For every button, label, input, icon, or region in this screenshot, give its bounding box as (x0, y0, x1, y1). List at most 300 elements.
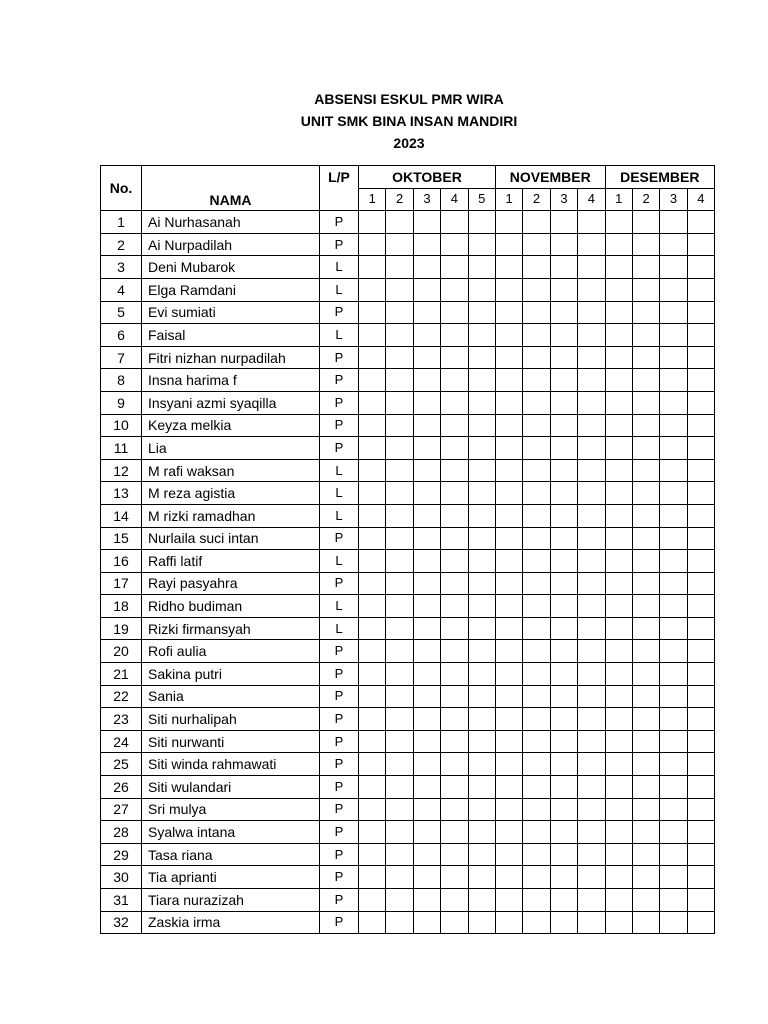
attendance-cell[interactable] (359, 753, 386, 776)
attendance-cell[interactable] (687, 369, 714, 392)
attendance-cell[interactable] (441, 843, 468, 866)
attendance-cell[interactable] (632, 640, 659, 663)
attendance-cell[interactable] (441, 595, 468, 618)
attendance-cell[interactable] (495, 414, 522, 437)
attendance-cell[interactable] (578, 708, 605, 731)
attendance-cell[interactable] (495, 211, 522, 234)
attendance-cell[interactable] (550, 753, 577, 776)
attendance-cell[interactable] (386, 730, 413, 753)
attendance-cell[interactable] (687, 776, 714, 799)
attendance-cell[interactable] (687, 821, 714, 844)
attendance-cell[interactable] (632, 233, 659, 256)
attendance-cell[interactable] (578, 391, 605, 414)
attendance-cell[interactable] (413, 301, 440, 324)
attendance-cell[interactable] (605, 346, 632, 369)
attendance-cell[interactable] (660, 278, 687, 301)
attendance-cell[interactable] (523, 685, 550, 708)
attendance-cell[interactable] (605, 595, 632, 618)
attendance-cell[interactable] (523, 324, 550, 347)
attendance-cell[interactable] (359, 663, 386, 686)
attendance-cell[interactable] (523, 640, 550, 663)
attendance-cell[interactable] (359, 482, 386, 505)
attendance-cell[interactable] (441, 414, 468, 437)
attendance-cell[interactable] (687, 708, 714, 731)
attendance-cell[interactable] (523, 550, 550, 573)
attendance-cell[interactable] (386, 391, 413, 414)
attendance-cell[interactable] (687, 278, 714, 301)
attendance-cell[interactable] (605, 640, 632, 663)
attendance-cell[interactable] (386, 233, 413, 256)
attendance-cell[interactable] (605, 866, 632, 889)
attendance-cell[interactable] (413, 437, 440, 460)
attendance-cell[interactable] (359, 256, 386, 279)
attendance-cell[interactable] (386, 550, 413, 573)
attendance-cell[interactable] (605, 843, 632, 866)
attendance-cell[interactable] (386, 866, 413, 889)
attendance-cell[interactable] (660, 730, 687, 753)
attendance-cell[interactable] (413, 889, 440, 912)
attendance-cell[interactable] (386, 889, 413, 912)
attendance-cell[interactable] (441, 911, 468, 934)
attendance-cell[interactable] (495, 843, 522, 866)
attendance-cell[interactable] (578, 527, 605, 550)
attendance-cell[interactable] (523, 301, 550, 324)
attendance-cell[interactable] (578, 821, 605, 844)
attendance-cell[interactable] (495, 527, 522, 550)
attendance-cell[interactable] (386, 595, 413, 618)
attendance-cell[interactable] (605, 663, 632, 686)
attendance-cell[interactable] (550, 617, 577, 640)
attendance-cell[interactable] (605, 527, 632, 550)
attendance-cell[interactable] (386, 640, 413, 663)
attendance-cell[interactable] (468, 640, 495, 663)
attendance-cell[interactable] (468, 527, 495, 550)
attendance-cell[interactable] (632, 301, 659, 324)
attendance-cell[interactable] (441, 437, 468, 460)
attendance-cell[interactable] (386, 211, 413, 234)
attendance-cell[interactable] (687, 685, 714, 708)
attendance-cell[interactable] (495, 346, 522, 369)
attendance-cell[interactable] (441, 211, 468, 234)
attendance-cell[interactable] (632, 685, 659, 708)
attendance-cell[interactable] (605, 911, 632, 934)
attendance-cell[interactable] (441, 640, 468, 663)
attendance-cell[interactable] (523, 730, 550, 753)
attendance-cell[interactable] (578, 572, 605, 595)
attendance-cell[interactable] (550, 391, 577, 414)
attendance-cell[interactable] (386, 301, 413, 324)
attendance-cell[interactable] (359, 595, 386, 618)
attendance-cell[interactable] (632, 889, 659, 912)
attendance-cell[interactable] (687, 482, 714, 505)
attendance-cell[interactable] (359, 843, 386, 866)
attendance-cell[interactable] (632, 821, 659, 844)
attendance-cell[interactable] (359, 776, 386, 799)
attendance-cell[interactable] (578, 911, 605, 934)
attendance-cell[interactable] (632, 256, 659, 279)
attendance-cell[interactable] (605, 278, 632, 301)
attendance-cell[interactable] (495, 459, 522, 482)
attendance-cell[interactable] (660, 459, 687, 482)
attendance-cell[interactable] (441, 889, 468, 912)
attendance-cell[interactable] (660, 301, 687, 324)
attendance-cell[interactable] (687, 346, 714, 369)
attendance-cell[interactable] (468, 256, 495, 279)
attendance-cell[interactable] (495, 504, 522, 527)
attendance-cell[interactable] (578, 595, 605, 618)
attendance-cell[interactable] (550, 301, 577, 324)
attendance-cell[interactable] (550, 776, 577, 799)
attendance-cell[interactable] (386, 256, 413, 279)
attendance-cell[interactable] (468, 821, 495, 844)
attendance-cell[interactable] (578, 889, 605, 912)
attendance-cell[interactable] (441, 708, 468, 731)
attendance-cell[interactable] (441, 866, 468, 889)
attendance-cell[interactable] (359, 798, 386, 821)
attendance-cell[interactable] (386, 663, 413, 686)
attendance-cell[interactable] (359, 414, 386, 437)
attendance-cell[interactable] (468, 437, 495, 460)
attendance-cell[interactable] (578, 504, 605, 527)
attendance-cell[interactable] (495, 595, 522, 618)
attendance-cell[interactable] (468, 866, 495, 889)
attendance-cell[interactable] (687, 595, 714, 618)
attendance-cell[interactable] (660, 889, 687, 912)
attendance-cell[interactable] (660, 550, 687, 573)
attendance-cell[interactable] (468, 730, 495, 753)
attendance-cell[interactable] (468, 889, 495, 912)
attendance-cell[interactable] (687, 640, 714, 663)
attendance-cell[interactable] (578, 346, 605, 369)
attendance-cell[interactable] (441, 730, 468, 753)
attendance-cell[interactable] (605, 414, 632, 437)
attendance-cell[interactable] (359, 821, 386, 844)
attendance-cell[interactable] (660, 324, 687, 347)
attendance-cell[interactable] (359, 572, 386, 595)
attendance-cell[interactable] (386, 459, 413, 482)
attendance-cell[interactable] (632, 211, 659, 234)
attendance-cell[interactable] (413, 550, 440, 573)
attendance-cell[interactable] (495, 753, 522, 776)
attendance-cell[interactable] (359, 233, 386, 256)
attendance-cell[interactable] (468, 753, 495, 776)
attendance-cell[interactable] (660, 256, 687, 279)
attendance-cell[interactable] (660, 617, 687, 640)
attendance-cell[interactable] (660, 866, 687, 889)
attendance-cell[interactable] (495, 391, 522, 414)
attendance-cell[interactable] (386, 617, 413, 640)
attendance-cell[interactable] (523, 256, 550, 279)
attendance-cell[interactable] (550, 550, 577, 573)
attendance-cell[interactable] (550, 685, 577, 708)
attendance-cell[interactable] (632, 753, 659, 776)
attendance-cell[interactable] (441, 504, 468, 527)
attendance-cell[interactable] (632, 504, 659, 527)
attendance-cell[interactable] (605, 437, 632, 460)
attendance-cell[interactable] (468, 843, 495, 866)
attendance-cell[interactable] (495, 708, 522, 731)
attendance-cell[interactable] (550, 278, 577, 301)
attendance-cell[interactable] (687, 324, 714, 347)
attendance-cell[interactable] (550, 595, 577, 618)
attendance-cell[interactable] (495, 663, 522, 686)
attendance-cell[interactable] (578, 437, 605, 460)
attendance-cell[interactable] (578, 730, 605, 753)
attendance-cell[interactable] (495, 889, 522, 912)
attendance-cell[interactable] (687, 437, 714, 460)
attendance-cell[interactable] (687, 663, 714, 686)
attendance-cell[interactable] (660, 663, 687, 686)
attendance-cell[interactable] (605, 753, 632, 776)
attendance-cell[interactable] (468, 617, 495, 640)
attendance-cell[interactable] (468, 211, 495, 234)
attendance-cell[interactable] (550, 843, 577, 866)
attendance-cell[interactable] (523, 866, 550, 889)
attendance-cell[interactable] (632, 798, 659, 821)
attendance-cell[interactable] (523, 617, 550, 640)
attendance-cell[interactable] (441, 346, 468, 369)
attendance-cell[interactable] (413, 346, 440, 369)
attendance-cell[interactable] (413, 640, 440, 663)
attendance-cell[interactable] (441, 459, 468, 482)
attendance-cell[interactable] (386, 708, 413, 731)
attendance-cell[interactable] (605, 550, 632, 573)
attendance-cell[interactable] (441, 278, 468, 301)
attendance-cell[interactable] (413, 663, 440, 686)
attendance-cell[interactable] (441, 572, 468, 595)
attendance-cell[interactable] (687, 256, 714, 279)
attendance-cell[interactable] (687, 866, 714, 889)
attendance-cell[interactable] (441, 798, 468, 821)
attendance-cell[interactable] (413, 685, 440, 708)
attendance-cell[interactable] (687, 730, 714, 753)
attendance-cell[interactable] (386, 685, 413, 708)
attendance-cell[interactable] (495, 866, 522, 889)
attendance-cell[interactable] (660, 211, 687, 234)
attendance-cell[interactable] (687, 550, 714, 573)
attendance-cell[interactable] (413, 391, 440, 414)
attendance-cell[interactable] (578, 685, 605, 708)
attendance-cell[interactable] (632, 663, 659, 686)
attendance-cell[interactable] (495, 233, 522, 256)
attendance-cell[interactable] (605, 798, 632, 821)
attendance-cell[interactable] (550, 504, 577, 527)
attendance-cell[interactable] (359, 911, 386, 934)
attendance-cell[interactable] (660, 346, 687, 369)
attendance-cell[interactable] (578, 663, 605, 686)
attendance-cell[interactable] (468, 233, 495, 256)
attendance-cell[interactable] (605, 391, 632, 414)
attendance-cell[interactable] (523, 911, 550, 934)
attendance-cell[interactable] (632, 391, 659, 414)
attendance-cell[interactable] (550, 437, 577, 460)
attendance-cell[interactable] (687, 527, 714, 550)
attendance-cell[interactable] (660, 595, 687, 618)
attendance-cell[interactable] (660, 527, 687, 550)
attendance-cell[interactable] (578, 482, 605, 505)
attendance-cell[interactable] (578, 617, 605, 640)
attendance-cell[interactable] (523, 233, 550, 256)
attendance-cell[interactable] (523, 391, 550, 414)
attendance-cell[interactable] (359, 437, 386, 460)
attendance-cell[interactable] (605, 708, 632, 731)
attendance-cell[interactable] (468, 369, 495, 392)
attendance-cell[interactable] (413, 595, 440, 618)
attendance-cell[interactable] (578, 414, 605, 437)
attendance-cell[interactable] (632, 459, 659, 482)
attendance-cell[interactable] (550, 324, 577, 347)
attendance-cell[interactable] (578, 278, 605, 301)
attendance-cell[interactable] (413, 821, 440, 844)
attendance-cell[interactable] (523, 211, 550, 234)
attendance-cell[interactable] (632, 482, 659, 505)
attendance-cell[interactable] (386, 482, 413, 505)
attendance-cell[interactable] (660, 911, 687, 934)
attendance-cell[interactable] (578, 369, 605, 392)
attendance-cell[interactable] (495, 640, 522, 663)
attendance-cell[interactable] (605, 482, 632, 505)
attendance-cell[interactable] (632, 572, 659, 595)
attendance-cell[interactable] (413, 753, 440, 776)
attendance-cell[interactable] (359, 550, 386, 573)
attendance-cell[interactable] (441, 617, 468, 640)
attendance-cell[interactable] (359, 301, 386, 324)
attendance-cell[interactable] (359, 459, 386, 482)
attendance-cell[interactable] (687, 504, 714, 527)
attendance-cell[interactable] (605, 324, 632, 347)
attendance-cell[interactable] (687, 911, 714, 934)
attendance-cell[interactable] (386, 437, 413, 460)
attendance-cell[interactable] (550, 527, 577, 550)
attendance-cell[interactable] (523, 346, 550, 369)
attendance-cell[interactable] (687, 843, 714, 866)
attendance-cell[interactable] (468, 663, 495, 686)
attendance-cell[interactable] (687, 414, 714, 437)
attendance-cell[interactable] (550, 346, 577, 369)
attendance-cell[interactable] (605, 256, 632, 279)
attendance-cell[interactable] (578, 843, 605, 866)
attendance-cell[interactable] (605, 889, 632, 912)
attendance-cell[interactable] (605, 617, 632, 640)
attendance-cell[interactable] (605, 821, 632, 844)
attendance-cell[interactable] (359, 640, 386, 663)
attendance-cell[interactable] (441, 776, 468, 799)
attendance-cell[interactable] (495, 685, 522, 708)
attendance-cell[interactable] (632, 550, 659, 573)
attendance-cell[interactable] (468, 595, 495, 618)
attendance-cell[interactable] (687, 211, 714, 234)
attendance-cell[interactable] (468, 324, 495, 347)
attendance-cell[interactable] (660, 233, 687, 256)
attendance-cell[interactable] (495, 798, 522, 821)
attendance-cell[interactable] (660, 369, 687, 392)
attendance-cell[interactable] (413, 730, 440, 753)
attendance-cell[interactable] (386, 821, 413, 844)
attendance-cell[interactable] (550, 369, 577, 392)
attendance-cell[interactable] (441, 369, 468, 392)
attendance-cell[interactable] (632, 324, 659, 347)
attendance-cell[interactable] (441, 550, 468, 573)
attendance-cell[interactable] (359, 685, 386, 708)
attendance-cell[interactable] (605, 211, 632, 234)
attendance-cell[interactable] (495, 369, 522, 392)
attendance-cell[interactable] (441, 256, 468, 279)
attendance-cell[interactable] (687, 798, 714, 821)
attendance-cell[interactable] (468, 459, 495, 482)
attendance-cell[interactable] (632, 369, 659, 392)
attendance-cell[interactable] (550, 482, 577, 505)
attendance-cell[interactable] (550, 211, 577, 234)
attendance-cell[interactable] (386, 278, 413, 301)
attendance-cell[interactable] (386, 504, 413, 527)
attendance-cell[interactable] (578, 256, 605, 279)
attendance-cell[interactable] (687, 753, 714, 776)
attendance-cell[interactable] (495, 821, 522, 844)
attendance-cell[interactable] (468, 504, 495, 527)
attendance-cell[interactable] (550, 663, 577, 686)
attendance-cell[interactable] (413, 911, 440, 934)
attendance-cell[interactable] (386, 911, 413, 934)
attendance-cell[interactable] (523, 798, 550, 821)
attendance-cell[interactable] (523, 527, 550, 550)
attendance-cell[interactable] (550, 821, 577, 844)
attendance-cell[interactable] (359, 324, 386, 347)
attendance-cell[interactable] (523, 843, 550, 866)
attendance-cell[interactable] (578, 550, 605, 573)
attendance-cell[interactable] (605, 301, 632, 324)
attendance-cell[interactable] (413, 414, 440, 437)
attendance-cell[interactable] (660, 753, 687, 776)
attendance-cell[interactable] (468, 346, 495, 369)
attendance-cell[interactable] (413, 324, 440, 347)
attendance-cell[interactable] (632, 278, 659, 301)
attendance-cell[interactable] (550, 640, 577, 663)
attendance-cell[interactable] (632, 346, 659, 369)
attendance-cell[interactable] (468, 414, 495, 437)
attendance-cell[interactable] (660, 391, 687, 414)
attendance-cell[interactable] (523, 278, 550, 301)
attendance-cell[interactable] (359, 504, 386, 527)
attendance-cell[interactable] (359, 391, 386, 414)
attendance-cell[interactable] (660, 504, 687, 527)
attendance-cell[interactable] (660, 482, 687, 505)
attendance-cell[interactable] (359, 889, 386, 912)
attendance-cell[interactable] (605, 459, 632, 482)
attendance-cell[interactable] (413, 504, 440, 527)
attendance-cell[interactable] (687, 391, 714, 414)
attendance-cell[interactable] (441, 391, 468, 414)
attendance-cell[interactable] (359, 708, 386, 731)
attendance-cell[interactable] (359, 866, 386, 889)
attendance-cell[interactable] (413, 572, 440, 595)
attendance-cell[interactable] (605, 776, 632, 799)
attendance-cell[interactable] (632, 843, 659, 866)
attendance-cell[interactable] (359, 369, 386, 392)
attendance-cell[interactable] (386, 843, 413, 866)
attendance-cell[interactable] (632, 866, 659, 889)
attendance-cell[interactable] (550, 414, 577, 437)
attendance-cell[interactable] (660, 798, 687, 821)
attendance-cell[interactable] (578, 798, 605, 821)
attendance-cell[interactable] (495, 776, 522, 799)
attendance-cell[interactable] (413, 798, 440, 821)
attendance-cell[interactable] (660, 843, 687, 866)
attendance-cell[interactable] (441, 821, 468, 844)
attendance-cell[interactable] (687, 233, 714, 256)
attendance-cell[interactable] (495, 911, 522, 934)
attendance-cell[interactable] (413, 617, 440, 640)
attendance-cell[interactable] (495, 617, 522, 640)
